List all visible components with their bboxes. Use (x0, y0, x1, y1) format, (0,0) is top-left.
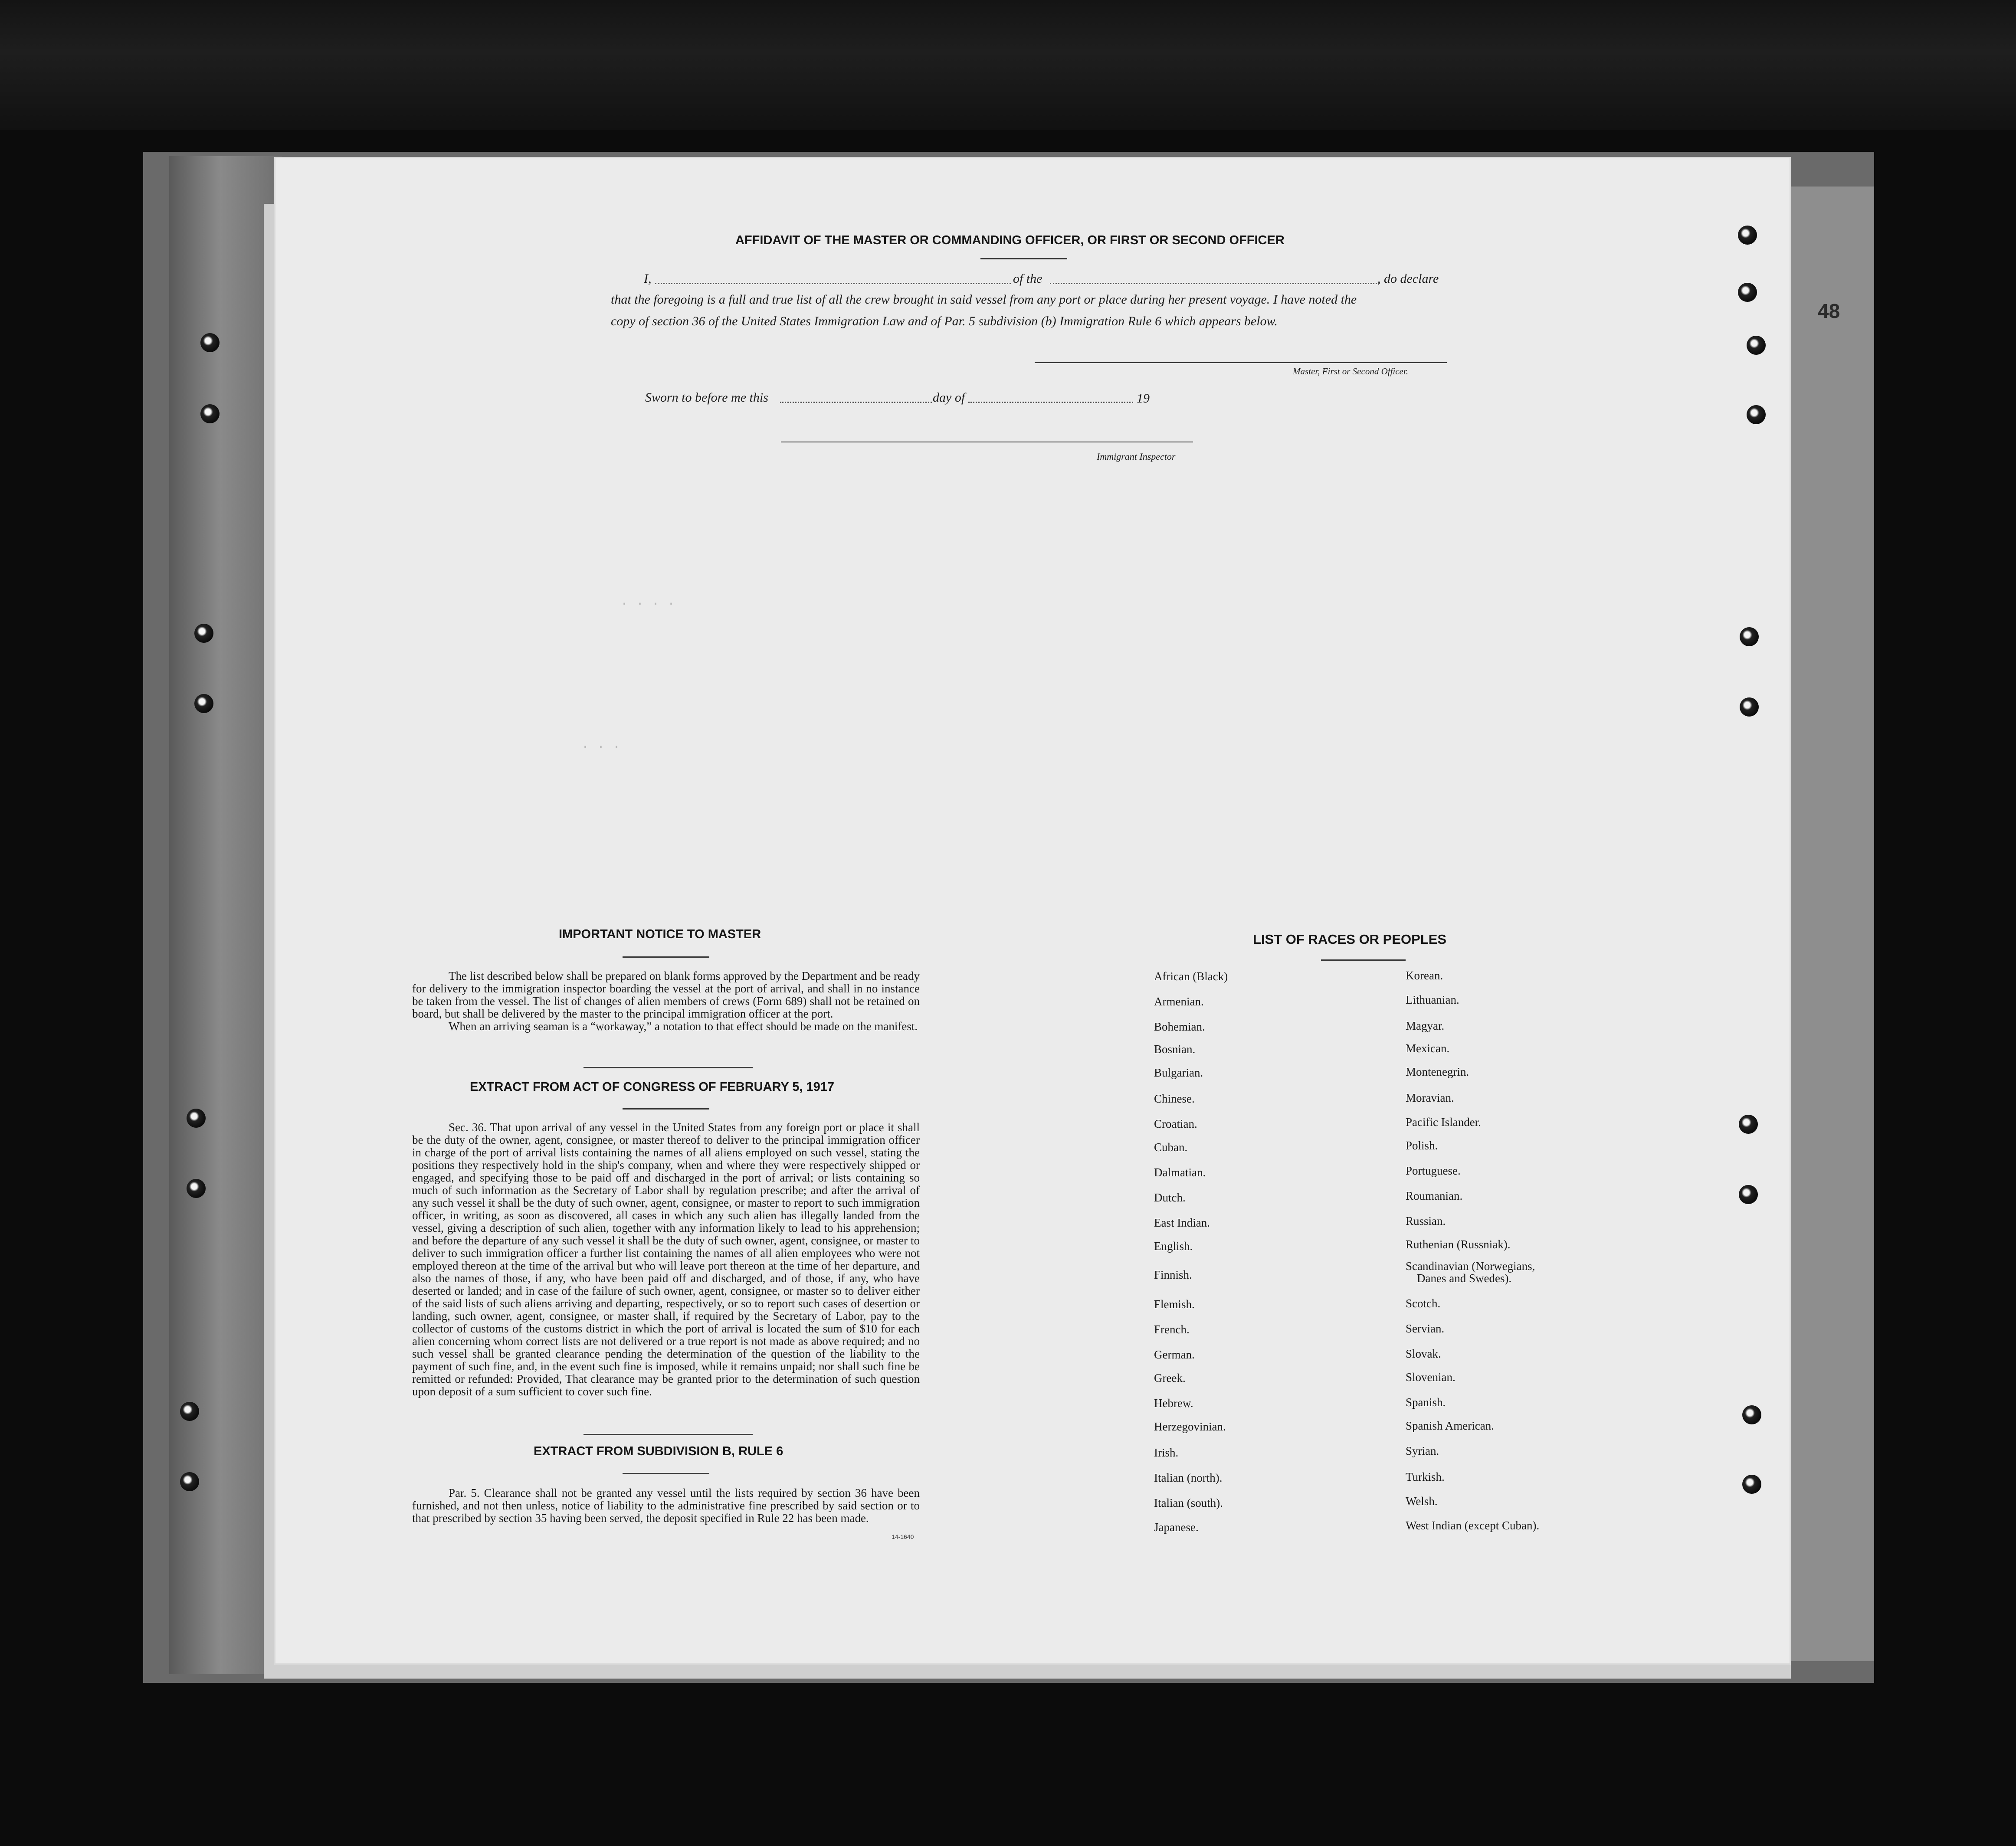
race-item: Moravian. (1406, 1091, 1454, 1104)
race-item: African (Black) (1154, 970, 1228, 983)
race-item: French. (1154, 1323, 1190, 1336)
race-item: Ruthenian (Russniak). (1406, 1238, 1511, 1251)
race-item: Dutch. (1154, 1191, 1186, 1204)
notice-title: IMPORTANT NOTICE TO MASTER (559, 927, 761, 941)
race-item: Slovenian. (1406, 1371, 1455, 1384)
race-item: Korean. (1406, 969, 1443, 982)
race-item: Bohemian. (1154, 1020, 1205, 1033)
underlying-sheet (1779, 187, 1874, 1661)
page-hole (1747, 336, 1766, 355)
race-item: Servian. (1406, 1322, 1445, 1335)
race-item: Syrian. (1406, 1444, 1439, 1457)
race-item: Greek. (1154, 1371, 1186, 1384)
race-item: Bosnian. (1154, 1043, 1196, 1056)
race-item: Cuban. (1154, 1141, 1188, 1154)
binder-hole (194, 694, 213, 713)
officer-signature-line[interactable] (1035, 362, 1447, 363)
race-item: Croatian. (1154, 1117, 1197, 1130)
i-label: I, (644, 272, 652, 286)
day-of-label: day of (933, 390, 965, 405)
race-item: Welsh. (1406, 1495, 1438, 1508)
rule-extract-text: Par. 5. Clearance shall not be granted any vessel until the lists required by section 36 have been furnished, and not then unless, notice of liability to the administrative fine prescribed by said section or to that prescribed by section 35 having been served, the deposit specified in Rule 22 has been made. (412, 1486, 920, 1525)
rule-title-underline (623, 1473, 709, 1474)
race-item: Spanish American. (1406, 1419, 1494, 1432)
of-the-label: of the (1013, 272, 1042, 286)
binder-hole (180, 1472, 199, 1491)
binder-hole (200, 333, 220, 352)
race-item: Mexican. (1406, 1042, 1450, 1055)
race-item: Herzegovinian. (1154, 1420, 1226, 1433)
notice-underline (623, 956, 709, 958)
binder-hole (187, 1109, 206, 1128)
page-hole (1740, 697, 1759, 717)
section-divider (583, 1434, 753, 1435)
race-item: Polish. (1406, 1139, 1438, 1152)
year-label: 19 (1137, 391, 1150, 406)
affidavit-line-3: copy of section 36 of the United States Immigration Law and of Par. 5 subdivision (b) Immigration Rule 6 which appears below. (611, 314, 1278, 328)
race-item: Dalmatian. (1154, 1166, 1206, 1179)
sworn-label: Sworn to before me this (645, 390, 768, 405)
page-hole (1739, 1115, 1758, 1134)
document-page (275, 158, 1790, 1663)
affidavit-line-2: that the foregoing is a full and true list of all the crew brought in said vessel from any port or place during her present voyage. I have noted the (611, 292, 1357, 307)
do-declare-label: , do declare (1377, 272, 1439, 286)
notice-text (412, 970, 920, 1033)
binder-hole (200, 404, 220, 423)
act-title-underline (623, 1108, 709, 1110)
page-number: 48 (1818, 300, 1840, 322)
scanner-background (0, 0, 2016, 130)
notice-paragraph-2: When an arriving seaman is a “workaway,” a notation to that effect should be made on the manifest. (449, 1020, 918, 1033)
race-item: English. (1154, 1240, 1193, 1253)
race-item: Lithuanian. (1406, 993, 1459, 1006)
faint-mark: . . . (581, 737, 621, 752)
race-item: Chinese. (1154, 1092, 1195, 1105)
inspector-caption: Immigrant Inspector (1097, 451, 1176, 462)
page-hole (1742, 1405, 1761, 1424)
page-hole (1740, 627, 1759, 646)
title-underline (980, 258, 1067, 259)
race-item: Spanish. (1406, 1396, 1446, 1409)
race-item: Italian (south). (1154, 1496, 1223, 1509)
race-item: Roumanian. (1406, 1189, 1463, 1202)
form-number: 14-1640 (892, 1533, 914, 1540)
faint-mark: . . . . (620, 594, 675, 609)
page-hole (1738, 226, 1757, 245)
race-item: East Indian. (1154, 1216, 1210, 1229)
race-item: West Indian (except Cuban). (1406, 1519, 1540, 1532)
binder-hole (187, 1179, 206, 1198)
race-item: Irish. (1154, 1446, 1179, 1459)
race-item: Flemish. (1154, 1298, 1195, 1311)
race-item: Pacific Islander. (1406, 1116, 1481, 1129)
sworn-month-line[interactable] (968, 402, 1133, 403)
races-title-underline (1321, 959, 1406, 961)
name-line[interactable] (655, 283, 1011, 284)
page-hole (1738, 283, 1757, 302)
race-item: German. (1154, 1348, 1195, 1361)
act-extract-title: EXTRACT FROM ACT OF CONGRESS OF FEBRUARY 5, 1917 (470, 1080, 835, 1094)
notice-paragraph-1: The list described below shall be prepared on blank forms approved by the Department and be ready for delivery to the immigration inspector boarding the vessel at the port of arrival, and shall in no instance be taken from the vessel. The list of changes of alien members of crews (Form 689) shall not be retained on board, but shall be delivered by the master to the principal immigration officer at the port. (412, 969, 920, 1020)
binder-hole (180, 1402, 199, 1421)
vessel-line[interactable] (1050, 283, 1380, 284)
rule-extract-title: EXTRACT FROM SUBDIVISION B, RULE 6 (534, 1444, 783, 1458)
race-item: Danes and Swedes). (1417, 1272, 1512, 1285)
race-item: Finnish. (1154, 1268, 1192, 1281)
race-item: Russian. (1406, 1214, 1446, 1227)
race-item: Scandinavian (Norwegians, (1406, 1260, 1535, 1273)
act-extract-text: Sec. 36. That upon arrival of any vessel in the United States from any foreign port or place it shall be the duty of the owner, agent, consignee, or master thereof to deliver to the principal immigration officer in charge of the port of arrival lists containing the names of all aliens employed on such vessel, stating the positions they respectively hold in the ship's company, when and where they were respectively shipped or engaged, and specifying those to be paid off and discharged in the port of arrival; or lists containing so much of such information as the Secretary of Labor shall by regulation prescribe; and after the arrival of any such vessel it shall be the duty of such owner, agent, consignee, or master to report to such immigration officer, in writing, as soon as discovered, all cases in which any such alien has illegally landed from the vessel, giving a description of such alien, together with any information likely to lead to his apprehension; and before the departure of any such vessel it shall be the duty of such owner, agent, consignee, or master to deliver to such immigration officer a further list containing the names of all alien employees who were not employed thereon at the time of the arrival but who will leave port thereon at the time of her departure, and also the names of those, if any, who have been paid off and discharged, and of those, if any, who have deserted or landed; and in case of the failure of such owner, agent, consignee, or master so to deliver either of the said lists of such aliens arriving and departing, respectively, or so to report such cases of desertion or landing, such owner, agent, consignee, or master shall, if required by the Secretary of Labor, pay to the collector of customs of the customs district in which the port of arrival is located the sum of $10 for each alien concerning whom correct lists are not delivered or a true report is not made as above required; and no such vessel shall be granted clearance pending the determination of the question of the liability to the payment of such fine, and, in the event such fine is imposed, while it remains unpaid; nor shall such fine be remitted or refunded: Provided, That clearance may be granted prior to the determination of such question upon deposit of a sum sufficient to cover such fine. (412, 1121, 920, 1398)
race-item: Armenian. (1154, 995, 1204, 1008)
section-divider (583, 1067, 753, 1068)
race-item: Slovak. (1406, 1347, 1441, 1360)
race-item: Scotch. (1406, 1297, 1441, 1310)
page-hole (1742, 1475, 1761, 1494)
officer-caption: Master, First or Second Officer. (1293, 366, 1408, 376)
races-title: LIST OF RACES OR PEOPLES (1253, 932, 1447, 947)
race-item: Montenegrin. (1406, 1065, 1469, 1078)
race-item: Bulgarian. (1154, 1066, 1203, 1079)
sworn-day-line[interactable] (780, 402, 932, 403)
race-item: Magyar. (1406, 1019, 1445, 1032)
race-item: Italian (north). (1154, 1471, 1223, 1484)
page-hole (1747, 405, 1766, 424)
race-item: Turkish. (1406, 1470, 1445, 1483)
binder-hole (194, 624, 213, 643)
race-item: Hebrew. (1154, 1397, 1193, 1410)
race-item: Japanese. (1154, 1521, 1199, 1534)
affidavit-title: AFFIDAVIT OF THE MASTER OR COMMANDING OFFICER, OR FIRST OR SECOND OFFICER (735, 233, 1285, 247)
page-hole (1739, 1185, 1758, 1204)
race-item: Portuguese. (1406, 1164, 1461, 1177)
